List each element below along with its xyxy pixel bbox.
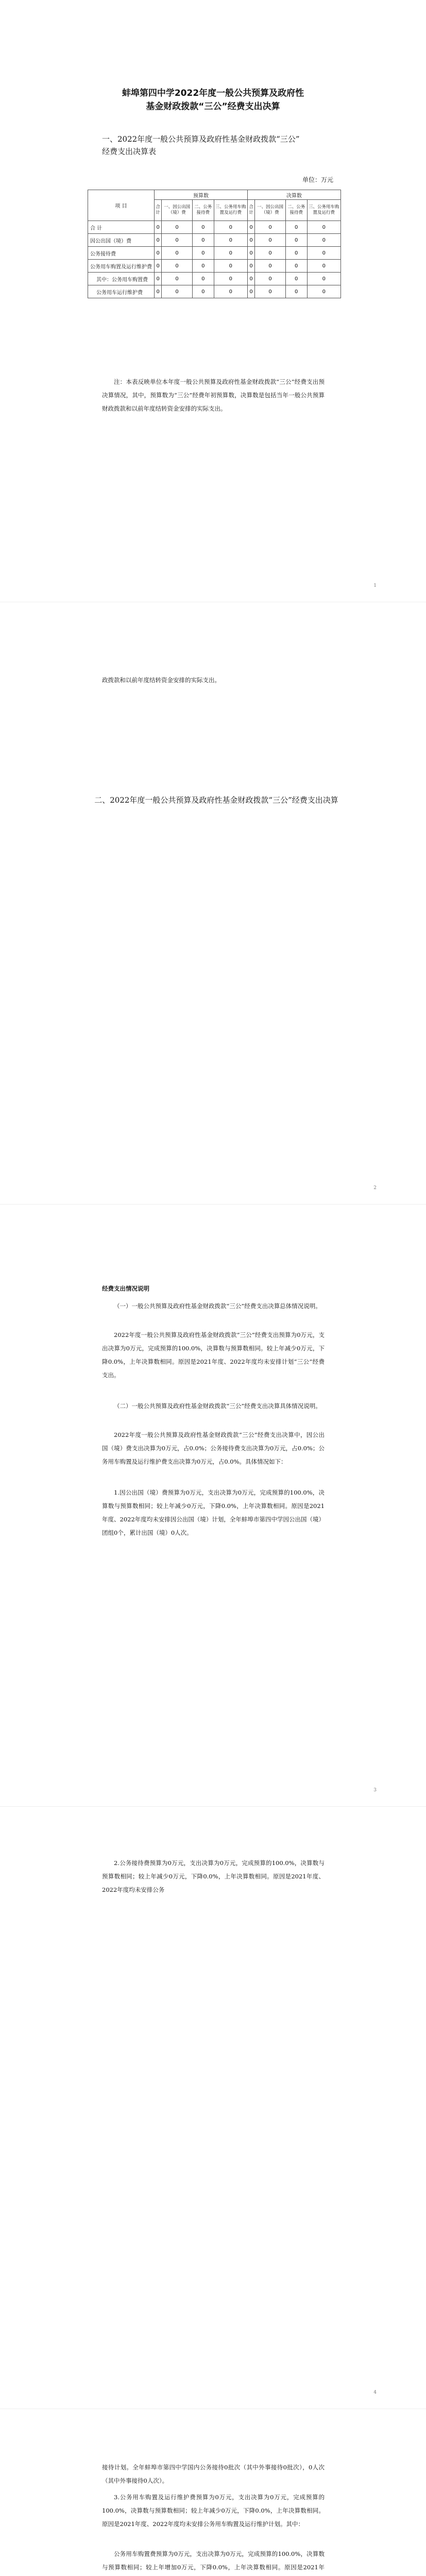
table-row bbox=[88, 234, 341, 247]
budget-subheader-reception: 二、公务接待费 bbox=[192, 200, 214, 221]
table-cell: 0 bbox=[247, 221, 254, 234]
table-cell: 0 bbox=[192, 285, 214, 298]
table-cell: 0 bbox=[285, 285, 307, 298]
table-cell: 0 bbox=[255, 247, 286, 260]
table-cell: 0 bbox=[162, 221, 193, 234]
table-row bbox=[88, 260, 341, 273]
paragraph: 2.公务接待费预算为0万元，支出决算为0万元，完成预算的100.0%，决算数与预算数相同；较上年减少0万元，下降0.0%，上年决算数相同。原因是2021年度、2022年度均未安排公务 bbox=[102, 1859, 325, 1893]
table-cell: 0 bbox=[214, 221, 247, 234]
paragraph: 1.因公出国（境）费预算为0万元，支出决算为0万元，完成预算的100.0%，决算数与预算数相同；较上年减少0万元，下降0.0%，上年决算数相同。原因是2021年度、2022年度均未安排因公出国（境）计划，全年蚌埠市第四中学因公出国（境）团组0个，累计出国（境）0人次。 bbox=[102, 1489, 325, 1536]
table-cell: 0 bbox=[155, 234, 162, 247]
document-title-line-1: 蚌埠第四中学2022年度一般公共预算及政府性 bbox=[122, 88, 304, 98]
page-number: 4 bbox=[373, 2390, 377, 2395]
table-cell: 0 bbox=[255, 221, 286, 234]
table-cell: 0 bbox=[285, 234, 307, 247]
table-cell: 0 bbox=[255, 285, 286, 298]
table-cell: 0 bbox=[214, 285, 247, 298]
table-row bbox=[88, 221, 341, 234]
table-cell: 0 bbox=[214, 247, 247, 260]
page-4 bbox=[0, 1807, 426, 2409]
page-number: 3 bbox=[373, 1788, 377, 1793]
table-cell: 0 bbox=[155, 273, 162, 285]
table-cell: 0 bbox=[307, 273, 340, 285]
table-cell: 0 bbox=[162, 260, 193, 273]
table-cell: 0 bbox=[285, 221, 307, 234]
row-label: 公务用车运行维护费 bbox=[88, 285, 155, 298]
paragraph: （一）一般公共预算及政府性基金财政拨款“三公”经费支出决算总体情况说明。 bbox=[114, 1302, 321, 1310]
table-cell: 0 bbox=[155, 260, 162, 273]
table-cell: 0 bbox=[214, 273, 247, 285]
budget-table bbox=[88, 190, 341, 298]
page-number: 1 bbox=[373, 583, 377, 588]
table-cell: 0 bbox=[285, 260, 307, 273]
table-cell: 0 bbox=[307, 234, 340, 247]
table-note-continued: 政拨款和以前年度结转资金安排的实际支出。 bbox=[102, 676, 220, 684]
table-header-project: 项 目 bbox=[88, 190, 155, 221]
paragraph: 公务用车购置费预算为0万元，支出决算为0万元，完成预算的100.0%，决算数与预算数相同；较上年增加0万元，下降0.0%，上年决算数相同。原因是2021年 bbox=[102, 2550, 325, 2571]
final-subheader-vehicles: 三、公务用车购置及运行费 bbox=[307, 200, 340, 221]
table-cell: 0 bbox=[192, 273, 214, 285]
table-cell: 0 bbox=[285, 273, 307, 285]
table-cell: 0 bbox=[247, 273, 254, 285]
document-title-line-2: 基金财政拨款“三公”经费支出决算 bbox=[146, 101, 280, 112]
table-cell: 0 bbox=[255, 234, 286, 247]
final-subheader-abroad: 一、因公出国（境）费 bbox=[255, 200, 286, 221]
table-cell: 0 bbox=[247, 285, 254, 298]
table-cell: 0 bbox=[155, 221, 162, 234]
table-header-final: 决算数 bbox=[247, 190, 340, 200]
table-cell: 0 bbox=[192, 221, 214, 234]
page-3 bbox=[0, 1205, 426, 1807]
table-cell: 0 bbox=[162, 247, 193, 260]
table-cell: 0 bbox=[155, 247, 162, 260]
table-cell: 0 bbox=[307, 247, 340, 260]
unit-label: 单位：万元 bbox=[302, 176, 333, 183]
table-cell: 0 bbox=[255, 260, 286, 273]
paragraph: （二）一般公共预算及政府性基金财政拨款“三公”经费支出决算具体情况说明。 bbox=[114, 1402, 321, 1410]
table-cell: 0 bbox=[247, 260, 254, 273]
table-cell: 0 bbox=[307, 260, 340, 273]
table-cell: 0 bbox=[192, 260, 214, 273]
final-subheader-total: 合计 bbox=[247, 200, 254, 221]
row-label: 其中：公务用车购置费 bbox=[88, 273, 155, 285]
document-title bbox=[0, 87, 426, 113]
page-number: 2 bbox=[373, 1185, 377, 1191]
table-cell: 0 bbox=[162, 234, 193, 247]
table-cell: 0 bbox=[307, 221, 340, 234]
table-header-budget: 预算数 bbox=[155, 190, 248, 200]
table-cell: 0 bbox=[162, 273, 193, 285]
table-note: 注：本表反映单位本年度一般公共预算及政府性基金财政拨款“三公”经费支出预决算情况，其中，预算数为“三公”经费年初预算数，决算数是包括当年一般公共预算财政拨款和以前年度结转资金安排的实际支出。 bbox=[102, 378, 325, 412]
row-label: 合 计 bbox=[88, 221, 155, 234]
table-cell: 0 bbox=[214, 234, 247, 247]
table-cell: 0 bbox=[247, 247, 254, 260]
page-5 bbox=[0, 2409, 426, 2576]
table-cell: 0 bbox=[214, 260, 247, 273]
paragraph: 2022年度一般公共预算及政府性基金财政拨款“三公”经费支出预算为0万元，支出决算为0万元，完成预算的100.0%，决算数与预算数相同。较上年减少0万元，下降0.0%，上年决算数相同。原因是2021年度、2022年度均未安排计划“三公”经费支出。 bbox=[102, 1331, 325, 1379]
page-1 bbox=[0, 0, 426, 602]
section-1-title-line-1: 一、2022年度一般公共预算及政府性基金财政拨款“三公” bbox=[102, 134, 300, 144]
table-row bbox=[88, 273, 341, 285]
table-cell: 0 bbox=[307, 285, 340, 298]
table-cell: 0 bbox=[255, 273, 286, 285]
section-heading: 经费支出情况说明 bbox=[102, 1285, 149, 1292]
paragraph: 3.公务用车购置及运行维护费预算为0万元，支出决算为0万元，完成预算的100.0%，决算数与预算数相同；较上年减少0万元，下降0.0%，上年决算数相同。原因是2021年度、2022年度均未安排公务用车购置及运行维护计划。其中： bbox=[102, 2494, 325, 2528]
row-label: 公务用车购置及运行维护费 bbox=[88, 260, 155, 273]
paragraph: 接待计划。全年蚌埠市第四中学国内公务接待0批次（其中外事接待0批次），0人次（其中外事接待0人次）。 bbox=[102, 2464, 325, 2484]
final-subheader-reception: 二、公务接待费 bbox=[285, 200, 307, 221]
table-cell: 0 bbox=[285, 247, 307, 260]
budget-subheader-abroad: 一、因公出国（境）费 bbox=[162, 200, 193, 221]
table-cell: 0 bbox=[155, 285, 162, 298]
row-label: 因公出国（境）费 bbox=[88, 234, 155, 247]
section-1-title-line-2: 经费支出决算表 bbox=[102, 147, 157, 156]
section-1-title bbox=[102, 133, 329, 158]
row-label: 公务接待费 bbox=[88, 247, 155, 260]
paragraph: 2022年度一般公共预算及政府性基金财政拨款“三公”经费支出决算中，因公出国（境）费支出决算为0万元，占0.0%；公务接待费支出决算为0万元，占0.0%；公务用车购置及运行维护费支出决算为0万元，占0.0%。具体情况如下： bbox=[102, 1431, 325, 1465]
section-2-title: 二、2022年度一般公共预算及政府性基金财政拨款“三公”经费支出决算 bbox=[94, 795, 338, 805]
budget-subheader-total: 合计 bbox=[155, 200, 162, 221]
table-cell: 0 bbox=[162, 285, 193, 298]
table-cell: 0 bbox=[247, 234, 254, 247]
page-2 bbox=[0, 602, 426, 1205]
table-row bbox=[88, 285, 341, 298]
table-cell: 0 bbox=[192, 234, 214, 247]
table-cell: 0 bbox=[192, 247, 214, 260]
budget-subheader-vehicles: 三、公务用车购置及运行费 bbox=[214, 200, 247, 221]
table-row bbox=[88, 247, 341, 260]
